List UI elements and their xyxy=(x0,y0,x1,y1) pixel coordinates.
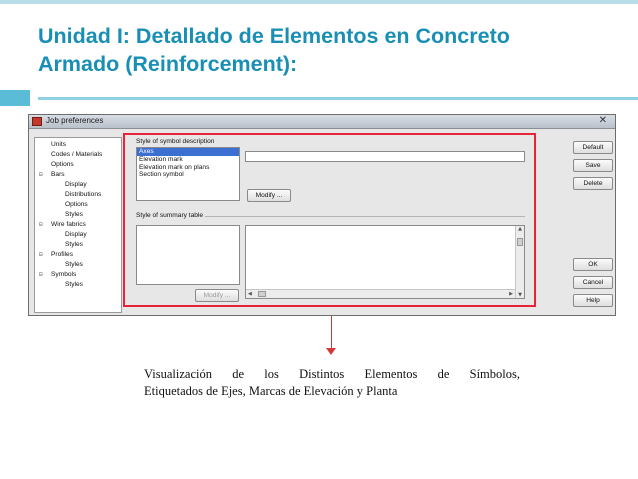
preferences-tree[interactable] xyxy=(34,137,122,313)
tree-item-label: Options xyxy=(65,201,88,208)
scroll-right-icon[interactable]: ▶ xyxy=(509,291,513,297)
dialog-titlebar xyxy=(29,115,615,129)
tree-item-options[interactable] xyxy=(39,161,74,168)
symbol-style-list[interactable] xyxy=(136,147,240,201)
scroll-thumb[interactable] xyxy=(517,238,523,246)
tree-item-label: Styles xyxy=(65,261,83,268)
job-preferences-dialog xyxy=(28,114,616,316)
tree-item-label: Symbols xyxy=(51,271,77,278)
delete-button[interactable]: Delete xyxy=(573,177,613,190)
tree-item-bars[interactable] xyxy=(39,171,65,178)
tree-item-symbols[interactable] xyxy=(39,271,76,278)
hscroll-thumb[interactable] xyxy=(258,291,266,297)
collapse-icon[interactable]: ⊟ xyxy=(39,271,43,278)
cancel-button[interactable]: Cancel xyxy=(573,276,613,289)
tree-item-label: Units xyxy=(51,141,67,148)
summary-style-list[interactable] xyxy=(136,225,240,285)
tree-item-label: Display xyxy=(65,231,87,238)
tree-item-label: Styles xyxy=(65,281,83,288)
tree-item-label: Styles xyxy=(65,211,83,218)
tree-item-label: Codes / Materials xyxy=(51,151,103,158)
scroll-up-icon[interactable]: ▲ xyxy=(518,226,522,232)
tree-item-bars-options[interactable] xyxy=(53,201,88,208)
collapse-icon[interactable]: ⊟ xyxy=(39,171,43,178)
tree-item-label: Wire fabrics xyxy=(51,221,86,228)
symbol-modify-button[interactable]: Modify ... xyxy=(247,189,291,202)
slide-caption xyxy=(144,366,520,400)
tree-item-symbols-styles[interactable] xyxy=(53,281,83,288)
caption-line-2: Etiquetados de Ejes, Marcas de Elevación y Planta xyxy=(144,384,398,398)
tree-item-label: Styles xyxy=(65,241,83,248)
tree-item-bars-display[interactable] xyxy=(53,181,87,188)
symbol-option-elevation-mark[interactable]: Elevation mark xyxy=(139,155,183,163)
ok-button[interactable]: OK xyxy=(573,258,613,271)
collapse-icon[interactable]: ⊟ xyxy=(39,251,43,258)
save-button[interactable]: Save xyxy=(573,159,613,172)
scroll-left-icon[interactable]: ◀ xyxy=(248,291,252,297)
tree-item-units[interactable] xyxy=(39,141,66,148)
symbol-option-section-symbol[interactable]: Section symbol xyxy=(139,171,184,179)
vertical-scrollbar[interactable] xyxy=(515,226,524,298)
tree-item-label: Distributions xyxy=(65,191,102,198)
group-divider xyxy=(205,216,525,217)
slide-title-line-1: Unidad I: Detallado de Elementos en Concreto xyxy=(38,24,510,48)
tree-item-label: Bars xyxy=(51,171,65,178)
tree-item-profiles[interactable] xyxy=(39,251,73,258)
tree-item-bars-distributions[interactable] xyxy=(53,191,101,198)
tree-item-label: Profiles xyxy=(51,251,73,258)
tree-item-wire-display[interactable] xyxy=(53,231,87,238)
summary-preview-box[interactable] xyxy=(245,225,525,299)
scroll-down-icon[interactable]: ▼ xyxy=(518,292,522,298)
tree-item-profiles-styles[interactable] xyxy=(53,261,83,268)
summary-group-label: Style of summary table xyxy=(136,212,204,219)
tree-item-bars-styles[interactable] xyxy=(53,211,83,218)
symbol-preview-field[interactable] xyxy=(245,151,525,162)
horizontal-scrollbar[interactable] xyxy=(246,289,515,298)
dialog-title: Job preferences xyxy=(46,116,104,125)
tree-item-wire-styles[interactable] xyxy=(53,241,83,248)
app-icon xyxy=(32,117,42,126)
help-button[interactable]: Help xyxy=(573,294,613,307)
top-accent-line xyxy=(0,0,638,4)
default-button[interactable]: Default xyxy=(573,141,613,154)
symbol-option-axes[interactable]: Axes xyxy=(137,148,239,156)
slide-title-line-2: Armado (Reinforcement): xyxy=(38,52,298,76)
caption-line-1: Visualización de los Distintos Elementos de Símbolos, xyxy=(144,367,520,381)
symbol-option-elevation-mark-plans[interactable]: Elevation mark on plans xyxy=(139,163,210,171)
pointer-line xyxy=(331,316,332,352)
tree-item-codes-materials[interactable] xyxy=(39,151,102,158)
tree-item-label: Display xyxy=(65,181,87,188)
summary-modify-button[interactable]: Modify ... xyxy=(195,289,239,302)
tree-item-wire-fabrics[interactable] xyxy=(39,221,86,228)
close-icon[interactable]: ✕ xyxy=(598,115,607,126)
symbol-group-label: Style of symbol description xyxy=(136,138,215,145)
tree-item-label: Options xyxy=(51,161,74,168)
arrow-down-icon xyxy=(326,348,336,355)
accent-block xyxy=(0,90,30,106)
collapse-icon[interactable]: ⊟ xyxy=(39,221,43,228)
slide-title xyxy=(38,22,618,78)
title-underline xyxy=(38,97,638,100)
